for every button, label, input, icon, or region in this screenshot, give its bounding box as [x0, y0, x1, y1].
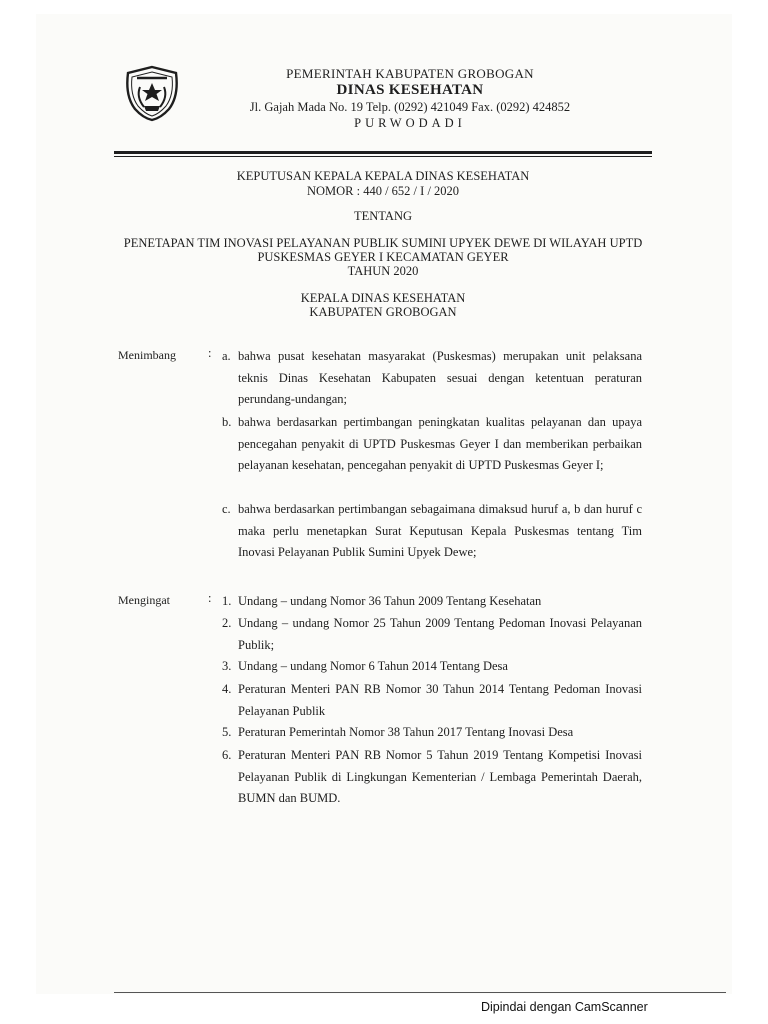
item-marker: 3. [222, 659, 232, 673]
item-marker: a. [222, 349, 231, 363]
letterhead-divider [114, 151, 652, 154]
item-text: bahwa berdasarkan pertimbangan sebagaimana dimaksud huruf a, b dan huruf c maka perlu menetapkan Surat Keputusan Kepala Puskesmas tentang Tim Inovasi Pelayanan Publik Sumini Upyek Dewe; [238, 502, 642, 559]
mengingat-item [222, 591, 642, 613]
menimbang-item [222, 499, 642, 564]
government-name: PEMERINTAH KABUPATEN GROBOGAN [286, 66, 534, 81]
decree-title: KEPUTUSAN KEPALA KEPALA DINAS KESEHATAN [236, 169, 530, 183]
letterhead-divider-thin [114, 156, 652, 157]
menimbang-item [222, 346, 642, 411]
mengingat-item [222, 679, 642, 722]
mengingat-colon: : [208, 591, 212, 605]
mengingat-item [222, 613, 642, 656]
issuer-line-1: KEPALA DINAS KESEHATAN [300, 291, 466, 305]
decree-subject-line-1: PENETAPAN TIM INOVASI PELAYANAN PUBLIK SUMINI UPYEK DEWE DI WILAYAH UPTD [123, 236, 643, 250]
regency-emblem-icon [122, 64, 182, 122]
decree-subject-line-2: PUSKESMAS GEYER I KECAMATAN GEYER [257, 250, 509, 264]
item-marker: 6. [222, 748, 232, 762]
camscanner-watermark: Dipindai dengan CamScanner [481, 1000, 648, 1014]
item-marker: 1. [222, 594, 232, 608]
decree-number: NOMOR : 440 / 652 / I / 2020 [306, 184, 460, 198]
mengingat-item [222, 722, 642, 744]
item-text: bahwa pusat kesehatan masyarakat (Puskesmas) merupakan unit pelaksana teknis Dinas Kesehatan Kabupaten sesuai dengan ketentuan peraturan perundang-undangan; [238, 349, 642, 406]
decree-year: TAHUN 2020 [347, 264, 419, 278]
item-marker: 5. [222, 725, 232, 739]
issuer-line-2: KABUPATEN GROBOGAN [309, 305, 457, 319]
item-text: Peraturan Pemerintah Nomor 38 Tahun 2017 Tentang Inovasi Desa [238, 725, 574, 739]
item-text: Undang – undang Nomor 36 Tahun 2009 Tentang Kesehatan [238, 594, 542, 608]
menimbang-item [222, 412, 642, 477]
item-text: Peraturan Menteri PAN RB Nomor 30 Tahun 2014 Tentang Pedoman Inovasi Pelayanan Publik [238, 682, 642, 718]
item-text: Undang – undang Nomor 6 Tahun 2014 Tentang Desa [238, 659, 508, 673]
office-city: PURWODADI [354, 116, 466, 130]
item-text: Undang – undang Nomor 25 Tahun 2009 Tentang Pedoman Inovasi Pelayanan Publik; [238, 616, 642, 652]
mengingat-item [222, 745, 642, 810]
scan-edge-line [114, 992, 726, 993]
menimbang-label: Menimbang [118, 348, 176, 362]
item-text: bahwa berdasarkan pertimbangan peningkatan kualitas pelayanan dan upaya pencegahan penyakit di UPTD Puskesmas Geyer I dan memberikan perbaikan pelayanan kesehatan, pencegahan penyakit di UPTD Puskesmas Geyer I; [238, 415, 642, 472]
decree-about: TENTANG [353, 209, 412, 223]
item-text: Peraturan Menteri PAN RB Nomor 5 Tahun 2019 Tentang Kompetisi Inovasi Pelayanan Publik di Lingkungan Kementerian / Lembaga Pemerintah Daerah, BUMN dan BUMD. [238, 748, 642, 805]
mengingat-item [222, 656, 642, 678]
item-marker: c. [222, 502, 231, 516]
mengingat-label: Mengingat [118, 593, 170, 607]
department-name: DINAS KESEHATAN [336, 82, 484, 98]
item-marker: 2. [222, 616, 232, 630]
menimbang-colon: : [208, 346, 212, 360]
item-marker: 4. [222, 682, 232, 696]
office-address: Jl. Gajah Mada No. 19 Telp. (0292) 421049 Fax. (0292) 424852 [249, 100, 571, 114]
item-marker: b. [222, 415, 232, 429]
